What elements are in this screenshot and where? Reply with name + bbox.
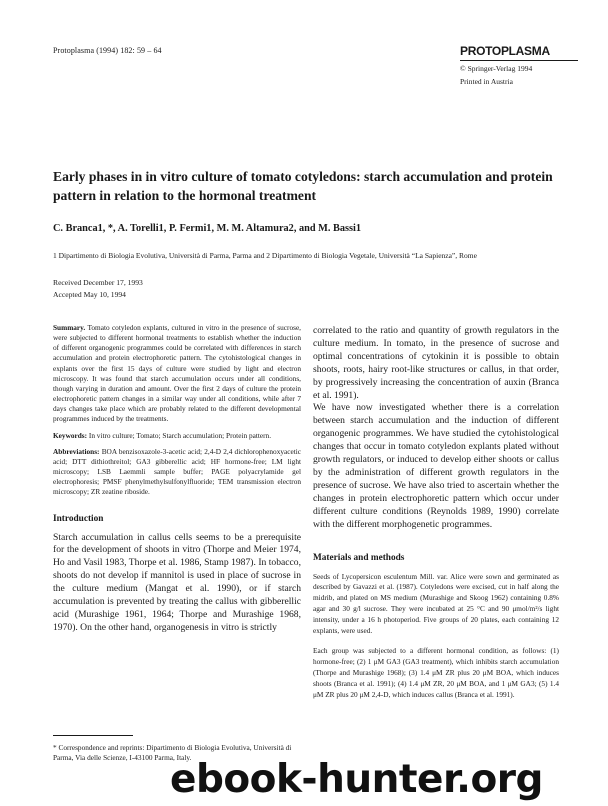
accepted-date: Accepted May 10, 1994: [53, 290, 126, 299]
abstract-text: Tomato cotyledon explants, cultured in vitro in the presence of sucrose, were subjected to different hormonal treatments to establish whether the induction of different organogenic programmes could be correlated with differences in starch accumulation and protein electrophoretic pattern. The cytohistological changes in explants over the first 15 days of culture were studied by light and electron microscopy. It was found that starch accumulation occurs under all conditions, though varying in duration and amount. Over the first 2 days of culture the protein electrophoretic pattern changes in a similar way under all conditions, while after 7 days changes take place which are probably related to the different developmental programmes induced by the treatments.: [53, 323, 302, 424]
article-authors: C. Branca1, *, A. Torelli1, P. Fermi1, M. M. Altamura2, and M. Bassi1: [53, 223, 362, 234]
article-dates: [53, 277, 143, 301]
abstract: [53, 323, 301, 425]
journal-brand-name: PROTOPLASMA: [460, 44, 550, 58]
abbreviations-label: Abbreviations:: [53, 446, 100, 456]
methods-paragraph-2: Each group was subjected to a different hormonal condition, as follows: (1) hormone-free; (2) 1 μM GA3 (GA3 treatment), which inhibits starch accumulation (Thorpe and Murashige 1968); (3) 1.4 μM ZR plus 20 μM BOA, which induces shoots (Branca et al. 1991); (4) 1.4 μM ZR, 20 μM BOA, and 1 μM GA3; (5) 1.4 μM ZR plus 20 μM 2,4-D, which induces callus (Branca et al. 1991).: [313, 645, 559, 699]
methods-heading: Materials and methods: [313, 552, 405, 563]
intro-continued-paragraph: correlated to the ratio and quantity of growth regulators in the culture medium. In tomato, in the presence of sucrose and optimal concentrations of cytokinin it is possible to obtain shoots, roots, hairy root-like structures or callus, in that order, by progressively increasing the concentration of auxin (Branca et al. 1991).: [313, 325, 559, 401]
watermark-text: ebook-hunter.org: [170, 757, 543, 802]
abstract-label: Summary.: [53, 323, 86, 332]
journal-brand-block: [460, 44, 580, 87]
correspondence-footnote: * Correspondence and reprints: Dipartimento di Biologia Evolutiva, Università di Parma, Via delle Scienze, I-43100 Parma, Italy.: [53, 743, 292, 762]
keywords: [53, 431, 301, 441]
abbreviations: [53, 447, 301, 498]
article-title: Early phases in in vitro culture of tomato cotyledons: starch accumulation and protein pattern in relation to the hormonal treatment: [53, 169, 553, 203]
right-column: [313, 325, 559, 700]
brand-divider: [460, 60, 578, 61]
keywords-label: Keywords:: [53, 430, 88, 440]
footnote-divider: [53, 735, 133, 736]
article-affiliation: 1 Dipartimento di Biologia Evolutiva, Università di Parma, Parma and 2 Dipartimento di Biologia Vegetale, Università “La Sapienza”, Rome: [53, 251, 477, 260]
introduction-heading: Introduction: [53, 513, 104, 524]
keywords-text: In vitro culture; Tomato; Starch accumulation; Protein pattern.: [88, 430, 272, 440]
received-date: Received December 17, 1993: [53, 278, 143, 287]
journal-citation: Protoplasma (1994) 182: 59 – 64: [53, 46, 162, 55]
left-column: [53, 323, 301, 635]
methods-paragraph-1: Seeds of Lycopersicon esculentum Mill. var. Alice were sown and germinated as described by Gavazzi et al. (1987). Cotyledons were excised, cut in half along the midrib, and plated on MS medium (Murashige and Skoog 1962) containing 0.8% agar and 30 g/l sucrose. They were incubated at 25 °C and 90 μmol/m²/s light intensity, under a 16 h photoperiod. Five groups of 20 plates, each containing 12 explants, were used.: [313, 571, 559, 636]
abbreviations-text: BOA benzisoxazole-3-acetic acid; 2,4-D 2,4 dichlorophenoxyacetic acid; DTT dithiothreitol; GA3 gibberellic acid; HF hormone-free; LM light microscopy; LSB Laemmli sample buffer; PAGE polyacrylamide gel electrophoresis; PMSF phenylmethylsulfonylfluoride; TEM transmission electron microscopy; ZR zeatine riboside.: [53, 446, 301, 497]
intro-aims-paragraph: We have now investigated whether there is a correlation between starch accumulation and the induction of different organogenic programmes. We have studied the cytohistological changes that occur in tomato cotyledon explants plated without growth regulators, or induced to develop either shoots or callus by the administration of different growth regulators in the presence of sucrose. We have also tried to ascertain whether the changes in protein electrophoretic pattern which occur under different culture conditions (Reynolds 1989, 1990) correlate with the different morphogenetic programmes.: [313, 402, 559, 530]
copyright-line: © Springer-Verlag 1994: [460, 64, 533, 73]
printed-line: Printed in Austria: [460, 77, 513, 86]
introduction-text: Starch accumulation in callus cells seems to be a prerequisite for the development of shoots in vitro (Thorpe and Meier 1974, Ho and Vasil 1983, Thorpe et al. 1986, Stamp 1987). In tobacco, shoots do not develop if mannitol is used in place of sucrose in the culture medium (Mangat et al. 1990), or if starch accumulation is prevented by treating the callus with gibberellic acid (Murashige 1961, 1964; Thorpe and Murashige 1968, 1970). On the other hand, organogenesis in vitro is strictly: [53, 531, 301, 633]
